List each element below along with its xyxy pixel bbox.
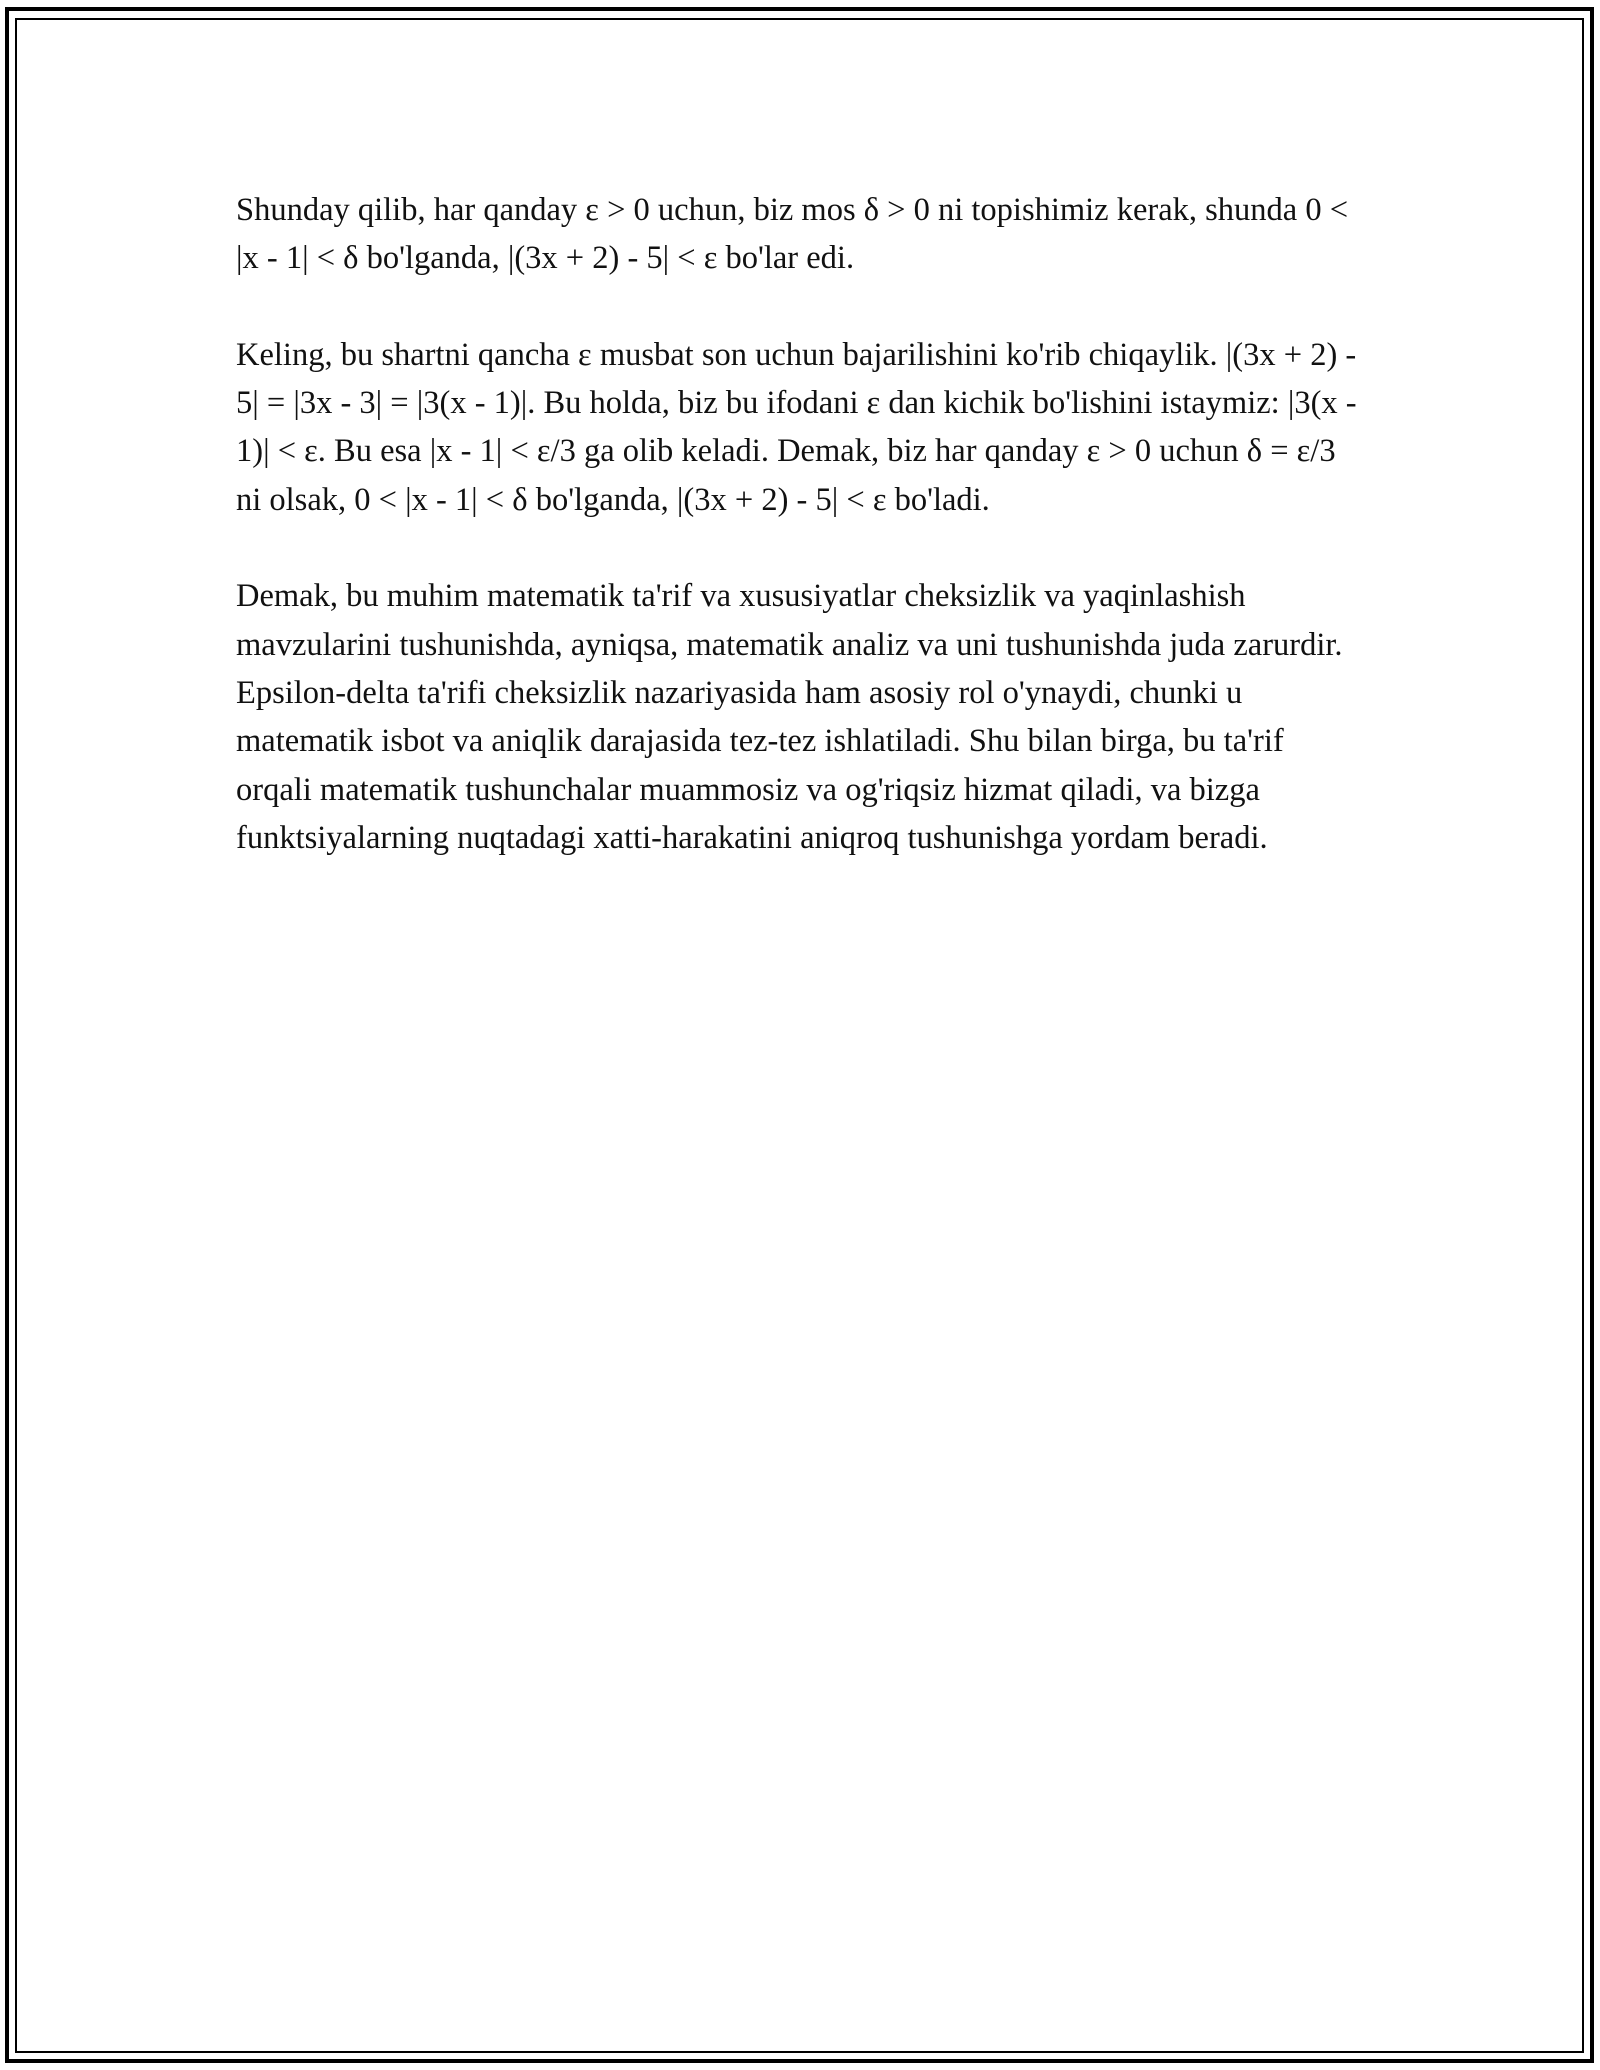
paragraph-3: Demak, bu muhim matematik ta'rif va xususiyatlar cheksizlik va yaqinlashish mavzularini tushunishda, ayniqsa, matematik analiz va uni tushunishda juda zarurdir. Epsilon-delta ta'rifi cheksizlik nazariyasida ham asosiy rol o'ynaydi, chunki u matematik isbot va aniqlik darajasida tez-tez ishlatiladi. Shu bilan birga, bu ta'rif orqali matematik tushunchalar muammosiz va og'riqsiz hizmat qiladi, va bizga funktsiyalarning nuqtadagi xatti-harakatini aniqroq tushunishga yordam beradi. [236,578,1343,856]
paragraph-1: Shunday qilib, har qanday ε > 0 uchun, biz mos δ > 0 ni topishimiz kerak, shunda 0 < |x - 1| < δ bo'lganda, |(3x + 2) - 5| < ε bo'lar edi. [236,192,1349,277]
paragraph-2: Keling, bu shartni qancha ε musbat son uchun bajarilishini ko'rib chiqaylik. |(3x + 2) - 5| = |3x - 3| = |3(x - 1)|. Bu holda, biz bu ifodani ε dan kichik bo'lishini istaymiz: |3(x - 1)| < ε. Bu esa |x - 1| < ε/3 ga olib keladi. Demak, biz har qanday ε > 0 uchun δ = ε/3 ni olsak, 0 < |x - 1| < δ bo'lganda, |(3x + 2) - 5| < ε bo'ladi. [236,336,1357,518]
document-body [236,186,1366,910]
